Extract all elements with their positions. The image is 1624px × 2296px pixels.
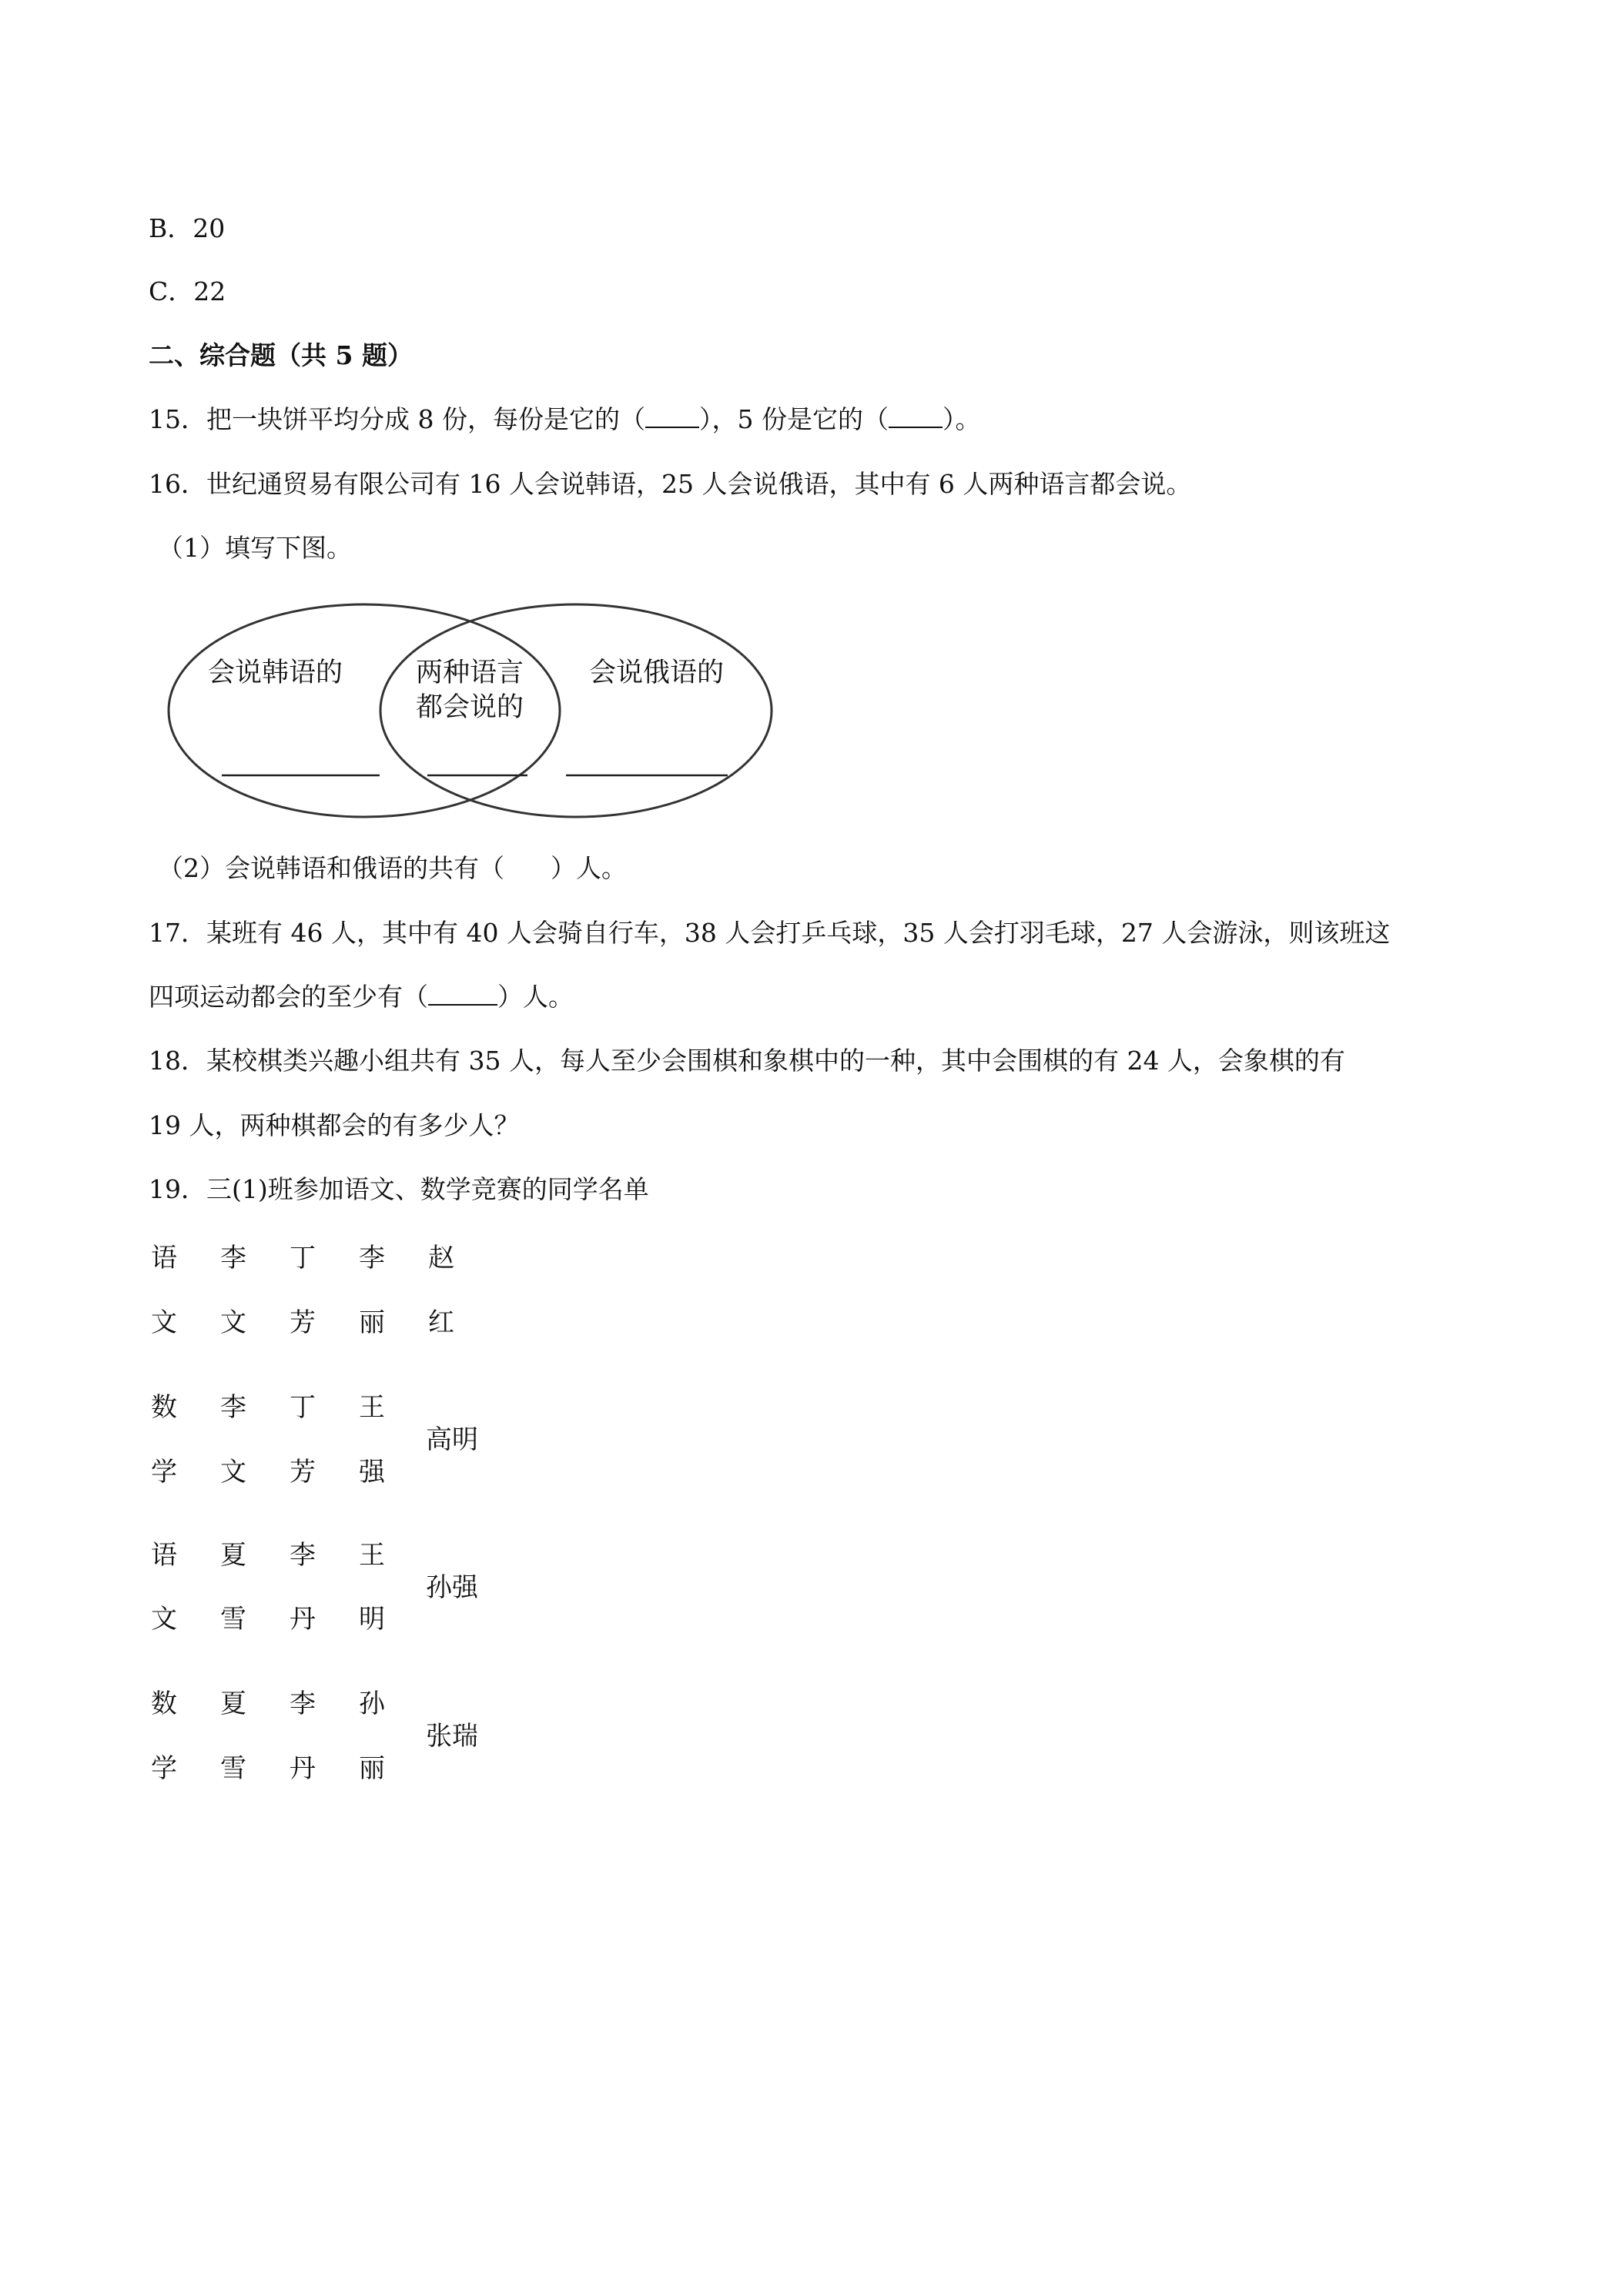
list-cell: 夏 bbox=[220, 1540, 246, 1571]
question-17-text-1: 四项运动都会的至少有（ bbox=[149, 982, 428, 1012]
question-16-sub-2-text-2: ）人。 bbox=[551, 853, 627, 883]
list-cell: 雪 bbox=[220, 1604, 246, 1635]
list-cell: 丹 bbox=[290, 1604, 316, 1635]
question-15-text-2: ），5 份是它的（ bbox=[698, 404, 889, 434]
list-cell: 李 bbox=[220, 1243, 246, 1274]
list-cell: 李 bbox=[220, 1392, 246, 1423]
option-b: B．20 bbox=[149, 213, 226, 243]
question-15 bbox=[149, 403, 980, 437]
list-cell: 文 bbox=[220, 1457, 246, 1488]
list-cell: 王 bbox=[359, 1540, 385, 1571]
list-cell: 强 bbox=[359, 1457, 385, 1488]
list-cell: 丽 bbox=[359, 1307, 385, 1338]
list-cell: 孙 bbox=[359, 1689, 385, 1719]
question-15-text-1: 15．把一块饼平均分成 8 份，每份是它的（ bbox=[149, 404, 645, 434]
question-15-text-3: ）。 bbox=[942, 404, 981, 434]
list-cell: 李 bbox=[290, 1689, 316, 1719]
list-cell: 赵 bbox=[428, 1243, 454, 1274]
list-cell: 文 bbox=[151, 1604, 177, 1635]
list-cell: 学 bbox=[151, 1457, 177, 1488]
list-cell: 语 bbox=[151, 1243, 177, 1274]
answer-blank bbox=[428, 981, 497, 1006]
question-18-line-2: 19 人，两种棋都会的有多少人？ bbox=[149, 1110, 520, 1140]
list-cell: 芳 bbox=[290, 1457, 316, 1488]
section-title: 二、综合题（共 5 题） bbox=[149, 340, 413, 370]
answer-blank bbox=[889, 403, 943, 428]
question-16-sub-1: （1）填写下图。 bbox=[158, 533, 352, 563]
list-name: 张瑞 bbox=[426, 1721, 478, 1752]
list-name: 孙强 bbox=[426, 1572, 478, 1603]
list-cell: 学 bbox=[151, 1753, 177, 1784]
question-17-line-1: 17．某班有 46 人，其中有 40 人会骑自行车，38 人会打乒乓球，35 人会打羽毛球，27 人会游泳，则该班这 bbox=[149, 918, 1391, 948]
venn-label-both-line1: 两种语言 bbox=[416, 658, 524, 688]
list-cell: 红 bbox=[428, 1307, 454, 1338]
list-cell: 明 bbox=[359, 1604, 385, 1635]
question-17-line-2 bbox=[149, 980, 574, 1014]
list-cell: 夏 bbox=[220, 1689, 246, 1719]
list-cell: 雪 bbox=[220, 1753, 246, 1784]
question-16-sub-2 bbox=[158, 852, 627, 885]
option-c: C．22 bbox=[149, 276, 226, 306]
list-cell: 李 bbox=[359, 1243, 385, 1274]
list-cell: 丽 bbox=[359, 1753, 385, 1784]
question-17-text-2: ）人。 bbox=[497, 982, 574, 1012]
list-cell: 文 bbox=[151, 1307, 177, 1338]
list-cell: 丁 bbox=[290, 1392, 316, 1423]
venn-label-both-line2: 都会说的 bbox=[416, 692, 524, 723]
list-cell: 数 bbox=[151, 1392, 177, 1423]
list-cell: 丁 bbox=[290, 1243, 316, 1274]
list-cell: 丹 bbox=[290, 1753, 316, 1784]
venn-diagram bbox=[166, 597, 782, 824]
list-cell: 芳 bbox=[290, 1307, 316, 1338]
list-name: 高明 bbox=[426, 1424, 478, 1455]
answer-blank bbox=[645, 403, 699, 428]
list-cell: 语 bbox=[151, 1540, 177, 1571]
list-cell: 王 bbox=[359, 1392, 385, 1423]
list-cell: 文 bbox=[220, 1307, 246, 1338]
venn-label-russian: 会说俄语的 bbox=[589, 658, 725, 688]
list-cell: 数 bbox=[151, 1689, 177, 1719]
question-16: 16．世纪通贸易有限公司有 16 人会说韩语，25 人会说俄语，其中有 6 人两种语言都会说。 bbox=[149, 469, 1192, 499]
list-cell: 李 bbox=[290, 1540, 316, 1571]
venn-label-korean: 会说韩语的 bbox=[208, 658, 343, 688]
question-18-line-1: 18．某校棋类兴趣小组共有 35 人，每人至少会围棋和象棋中的一种，其中会围棋的有 24 人，会象棋的有 bbox=[149, 1046, 1345, 1076]
question-19-title: 19．三(1)班参加语文、数学竞赛的同学名单 bbox=[149, 1174, 649, 1204]
question-16-sub-2-text-1: （2）会说韩语和俄语的共有（ bbox=[158, 853, 504, 883]
